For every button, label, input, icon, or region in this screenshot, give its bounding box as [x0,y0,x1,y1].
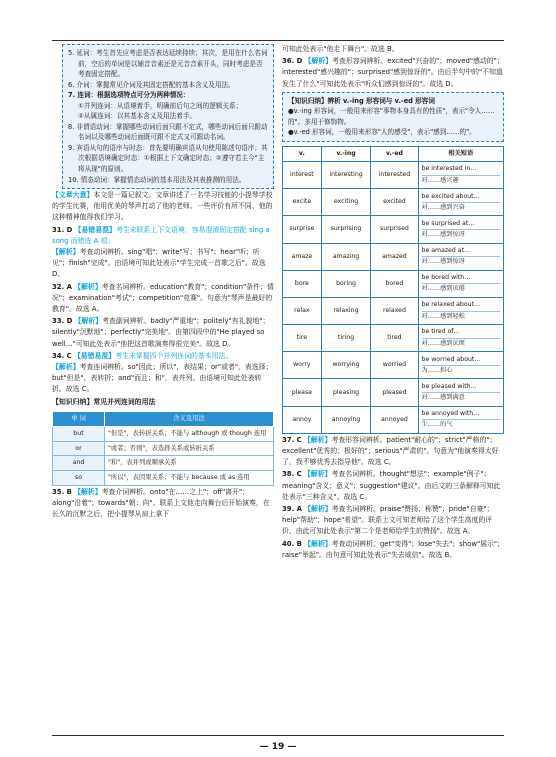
phrase-chinese: 对……感到兴奋 [421,203,465,211]
phrase-english: be pleased with… [422,382,500,393]
ed-cell: bored [371,270,418,297]
phrase-chinese: 对……感到厌烦 [421,339,465,347]
table-row [283,325,504,352]
ed-cell: interested [371,161,418,188]
answer-38-number: 38. C [282,470,302,479]
answer-34-number: 34. C [52,351,72,360]
answer-34-error-text: 考生未掌握四个并列连词的基本用法。 [115,351,233,360]
answer-31-analysis: 考查动词辨析。sing"唱"；write"写；书写"；hear"听；听见"；finish"完成"。由语境可知此处表示"学生完成一首歌之后"。故选 D。 [52,248,266,279]
conjunction-word: and [53,456,105,471]
answer-36-analysis: 考查形容词辨析。excited"兴奋的"；moved"感动的"；interested"感兴趣的"；surprised"感到惊讶的"。由后半句中的"不知道发生了什么"可知此处表示"听众们感到惊讶的"。故选 D。 [282,57,504,88]
answer-31 [52,225,274,281]
top-rule [52,40,504,41]
answer-37-number: 37. C [282,435,302,444]
phrase-cell [418,243,503,270]
answer-33-analysis: 考查副词辨析。badly"严重地"；politely"有礼貌地"；silently"沉默地"；perfectly"完美地"。由第四段中的"He played so well…"可知此处表示"他把这首歌演奏得很完美"。故选 D。 [52,317,270,348]
answer-36-analysis-tag: 【解析】 [304,57,333,66]
table-row [53,456,274,471]
verb-cell: surprise [283,216,322,243]
answer-35-continued: 可知此处表示"他走下舞台"。故选 B。 [282,45,399,53]
answer-32-analysis-tag: 【解析】 [74,282,102,291]
phrase-chinese: 对……感到轻松 [421,312,465,320]
answer-33-number: 33. D [52,317,73,326]
table-row [53,471,274,486]
answer-37 [282,435,504,469]
answer-36 [282,56,504,90]
conjunction-usage: "和"，表并列或顺承关系 [105,456,274,471]
verb-cell: amaze [283,243,322,270]
answer-39 [282,504,504,538]
phrase-cell [418,270,503,297]
phrase-cell [418,297,503,324]
summary-tag: 【文章大意】 [52,191,94,200]
ing-cell: worrying [321,352,371,379]
ed-cell: relaxed [371,297,418,324]
conjunction-header-usage: 含义及用法 [105,411,274,426]
ing-cell: exciting [321,189,371,216]
phrase-chinese: 为……担心 [421,366,453,374]
verb-cell: annoy [283,406,322,433]
ing-cell: boring [321,270,371,297]
tip-6: 6. 介词：掌握常见介词及其固定搭配的基本含义及用法。 [68,80,235,89]
answer-35 [52,487,274,521]
ing-cell: amazing [321,243,371,270]
ed-cell: surprised [371,216,418,243]
table-row [283,270,504,297]
phrase-cell [418,216,503,243]
left-column [52,44,274,520]
table-row [283,297,504,324]
table-row [283,352,504,379]
phrase-english: be surprised at… [422,219,500,230]
table-row [283,243,504,270]
phrase-chinese: 对……感到惊讶 [421,230,465,238]
ed-cell: amazed [371,243,418,270]
table-row [53,441,274,456]
answer-38-analysis: 考查名词辨析。thought"想法"；example"例子"；meaning"含义；意义"；suggestion"建议"。由后文的三条解释可知此处表示"三种含义"。故选 C。 [282,470,501,501]
table-row [283,216,504,243]
conjunction-table-title: 【知识归纳】常见并列连词的用法 [52,398,156,407]
tip-10: 10. 情态动词：掌握情态动词的基本用法及其表推测的用法。 [68,175,246,184]
phrase-chinese: 对……感到惊讶 [421,258,465,266]
answer-34-error-tag: 【易错易混】 [73,351,116,360]
answer-33 [52,316,274,350]
adjective-header-verb: v. [283,146,322,161]
conjunction-word: or [53,441,105,456]
phrase-cell [418,325,503,352]
phrase-english: be relaxed about… [422,300,500,311]
phrase-chinese: 对……感到满意 [421,394,465,402]
phrase-english: be excited about… [422,192,500,203]
phrase-english: be bored with… [422,273,500,284]
table-row [283,379,504,406]
adjective-box-ed-rule: ●v.-ed 形容词，一般用来形容"人的感受"，表示"感到……的"。 [288,128,476,137]
conjunction-usage: "所以"，表因果关系；不能与 because 或 as 连用 [105,471,274,486]
verb-cell: interest [283,161,322,188]
phrase-cell [418,406,503,433]
answer-38 [282,469,504,503]
phrase-chinese: 对……感到厌倦 [421,285,465,293]
adjective-box-ing-rule: ●v.-ing 形容词，一般用来形容"事物本身具有的性质"，表示"令人……的"。多用于修饰物。 [288,107,495,126]
answer-35-number: 35. B [52,487,72,496]
phrase-cell [418,379,503,406]
verb-cell: relax [283,297,322,324]
ed-cell: worried [371,352,418,379]
answer-35-analysis-tag: 【解析】 [74,487,102,496]
phrase-chinese: 对……感兴趣 [421,176,459,184]
adjective-header-ed: v.-ed [371,146,418,161]
ing-cell: relaxing [321,297,371,324]
tip-9: 9. 宾语从句的语序与时态：首先要明确宾语从句使用陈述句语序；其次根据语境确定时态：①根据上下文确定时态；②遵守若主今"主将从现"的原则。 [68,143,268,174]
answer-34 [52,351,274,396]
tip-7: 7. 连词：根据选项特点可分为两种情况： [68,91,190,100]
table-row [283,189,504,216]
ed-cell: pleased [371,379,418,406]
answer-32-number: 32. A [52,282,72,291]
answer-31-error-tag: 【易错易混】 [74,225,116,234]
verb-cell: worry [283,352,322,379]
answer-40-number: 40. B [282,539,302,548]
answer-39-analysis-tag: 【解析】 [304,504,332,513]
phrase-cell [418,352,503,379]
answer-35-analysis: 考查介词辨析。onto"在……之上"；off"离开"；along"沿着"；towards"朝；向"。联系上文他走向舞台后开始演奏，在长久的沉默之后，把小提琴从肩上拿下 [52,487,270,519]
ing-cell: annoying [321,406,371,433]
answer-40-analysis-tag: 【解析】 [304,539,332,548]
right-column [282,44,504,561]
verb-cell: please [283,379,322,406]
answer-33-analysis-tag: 【解析】 [74,317,103,326]
verb-cell: bore [283,270,322,297]
passage-summary [52,190,274,224]
ed-cell: tired [371,325,418,352]
phrase-cell [418,189,503,216]
answer-36-number: 36. D [282,57,303,66]
answer-40 [282,539,504,561]
phrase-chinese: 生……的气 [421,421,453,429]
adjective-header-phrase: 相关短语 [418,146,503,161]
verb-cell: excite [283,189,322,216]
answer-40-analysis: 考查动词辨析。get"变得"；lose"失去"；show"展示"；raise"举起"。由句意可知此处表示"失去威信"。故选 B。 [282,539,504,559]
phrase-english: be worried about… [422,355,500,366]
table-row [53,426,274,441]
answer-31-number: 31. D [52,225,73,234]
ing-cell: interesting [321,161,371,188]
ed-cell: excited [371,189,418,216]
adjective-box-title: 【知识归纳】辨析 v.-ing 形容词与 v.-ed 形容词 [288,96,435,105]
answer-32-analysis: 考查名词辨析。education"教育"；condition"条件；情况"；examination"考试"；competition"竞赛"。句意为"琴声是最好的教育"。故选 A。 [52,282,274,313]
ing-cell: pleasing [321,379,371,406]
adjective-header-ing: v.-ing [321,146,371,161]
phrase-cell [418,161,503,188]
tip-5: 5. 延词：考生首先应考虑是否表达延续持续；其次，是用在什么名词前，空后的单词是以辅音音素还是元音音素开头，同时考虑是否考查固定搭配。 [68,49,268,79]
conjunction-word: but [53,426,105,441]
conjunction-usage: "但是"，表转折关系；不能与 although 或 though 连用 [105,426,274,441]
phrase-english: be interested in… [422,164,500,175]
phrase-english: be annoyed with… [422,409,500,420]
conjunction-usage: "或者；否则"，表选择关系或转折关系 [105,441,274,456]
answer-37-analysis-tag: 【解析】 [303,435,332,444]
answer-34-analysis-tag: 【解析】 [52,362,80,371]
answer-38-analysis-tag: 【解析】 [303,470,332,479]
ed-cell: annoyed [371,406,418,433]
bottom-rule [52,735,504,736]
page-number: — 19 — [259,742,297,752]
conjunction-word: so [53,471,105,486]
answer-32 [52,282,274,316]
summary-text: 本文是一篇记叙文。文章讲述了一名学习技能的小提琴学校的学生比赛，他用优美的琴声打动了他的老师。一些评价有所不同，他的这种精神值得我们学习。 [52,191,273,222]
ing-cell: surprising [321,216,371,243]
verb-cell: tire [283,325,322,352]
conjunction-table [52,411,274,486]
table-row [283,161,504,188]
table-row [283,406,504,433]
phrase-english: be tired of… [422,327,500,338]
answer-34-analysis: 考查连词辨析。so"因此；所以"，表结果；or"或者"，表选择；but"但是"，表转折；and"而且；和"，表并列。由语境可知此处表转折。故选 C。 [52,362,273,394]
phrase-english: be amazed at… [422,246,500,257]
ing-cell: tiring [321,325,371,352]
answer-37-analysis: 考查形容词辨析。patient"耐心的"；strict"严格的"；excellent"优秀的；极好的"；serious"严肃的"。句意为"他演奏得太好了，我不够优秀去指导他"。故选 C。 [282,435,499,467]
answer-31-error-text: 考生未联系上下文语境，容易混淆固定搭配 sing a song 而错选 A 项。 [52,225,270,245]
tip-8: 8. 非谓语动词：掌握哪些动词后面只跟不定式，哪些动词后面只跟动名词以及哪些动词后面既可跟不定式又可跟动名词。 [68,122,268,142]
answer-31-analysis-tag: 【解析】 [52,248,80,257]
conjunction-header-word: 单 词 [53,411,105,426]
answer-39-number: 39. A [282,504,302,513]
tip-7-1: ①并列连词：从语境着手，明确前后句之间的逻辑关系； [78,101,243,110]
tip-7-2: ②从属连词：以其基本含义及用法着手。 [78,112,197,121]
adjective-table [282,146,504,434]
adjective-knowledge-box [282,92,504,142]
method-tips-box [62,44,274,189]
answer-39-analysis: 考查名词辨析。praise"赞扬；称赞"；pride"自豪"；help"帮助"；hope"希望"。联系上文可知老师给了这个学生高度的评价，由此可知此处表示"第二个是老师给学生的赞扬"。故选 A。 [282,504,494,536]
